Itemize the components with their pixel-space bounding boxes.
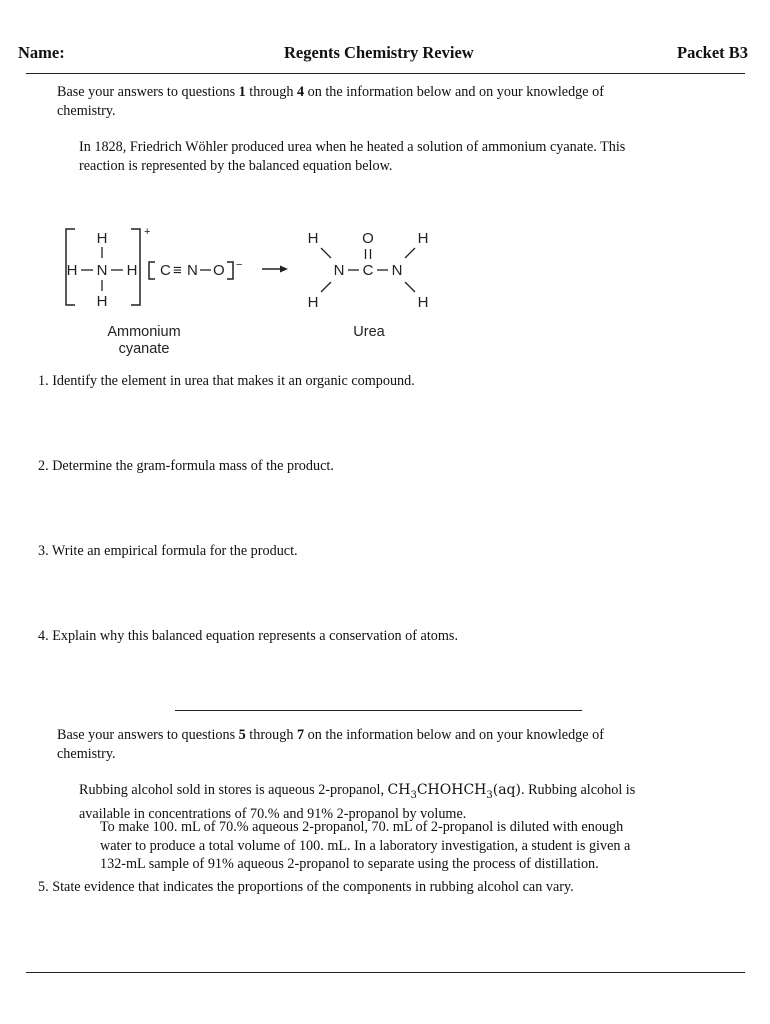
atom-h: H: [307, 230, 319, 247]
atom-h: H: [417, 230, 429, 247]
intro-text: on the information below and on your knowledge of: [304, 727, 604, 743]
atom-h: H: [66, 262, 78, 279]
atom-h: H: [417, 294, 429, 311]
atom-o: O: [213, 262, 225, 279]
intro-text: chemistry.: [57, 745, 116, 762]
formula-part: (aq): [492, 782, 521, 798]
intro-q-start: 1: [238, 84, 246, 100]
intro-text: Base your answers to questions: [57, 84, 239, 100]
passage-text: In 1828, Friedrich Wöhler produced urea when he heated a solution of ammonium cyanate. This: [79, 139, 626, 155]
section2-passage-2: [100, 818, 740, 874]
intro-q-end: 7: [296, 727, 305, 743]
atom-n: N: [96, 262, 108, 279]
cyanate-label: cyanate: [118, 341, 170, 357]
atom-h: H: [96, 293, 108, 310]
section2-intro: [57, 726, 697, 763]
passage-text: To make 100. mL of 70.% aqueous 2-propanol, 70. mL of 2-propanol is diluted with enough: [100, 819, 624, 835]
urea-label: Urea: [353, 324, 385, 340]
intro-q-start: 5: [238, 727, 246, 743]
atom-c: C: [160, 262, 171, 279]
passage-text: . Rubbing alcohol is: [520, 782, 636, 798]
question-4: 4. Explain why this balanced equation represents a conservation of atoms.: [38, 628, 458, 644]
reaction-diagram: [0, 215, 460, 365]
formula-subscript: 3: [410, 789, 417, 801]
atom-n: N: [333, 262, 345, 279]
minus-charge: −: [236, 259, 243, 271]
formula-part: CH: [387, 782, 411, 798]
intro-text: through: [245, 727, 297, 743]
footer-rule: [26, 972, 745, 973]
plus-charge: +: [144, 226, 151, 238]
header-rule: [26, 73, 745, 74]
passage-text: 132-mL sample of 91% aqueous 2-propanol to separate using the process of distillation.: [100, 856, 599, 872]
question-3: 3. Write an empirical formula for the product.: [38, 543, 298, 559]
atom-n: N: [187, 262, 198, 279]
atom-h: H: [126, 262, 138, 279]
page-title: Regents Chemistry Review: [284, 43, 474, 62]
section-divider: [175, 710, 582, 711]
chemical-formula: [387, 782, 521, 801]
atom-h: H: [96, 230, 108, 247]
name-label: Name:: [18, 43, 65, 62]
atom-c: C: [362, 262, 374, 279]
intro-text: on the information below and on your knowledge of: [304, 84, 604, 100]
triple-bond: ≡: [173, 262, 182, 279]
atom-o: O: [362, 230, 374, 247]
passage-text: available in concentrations of 70.% and 91% 2-propanol by volume.: [79, 806, 467, 823]
intro-text: through: [245, 84, 297, 100]
section1-passage: [79, 138, 719, 175]
section1-intro: [57, 83, 697, 120]
question-1: 1. Identify the element in urea that makes it an organic compound.: [38, 373, 415, 389]
ammonium-label: Ammonium: [107, 324, 181, 340]
formula-part: CHOHCH: [416, 782, 487, 798]
passage-text: water to produce a total volume of 100. mL. In a laboratory investigation, a student is given a: [100, 837, 631, 854]
reaction-arrow-head: [280, 266, 288, 273]
packet-label: Packet B3: [677, 43, 749, 62]
intro-text: Base your answers to questions: [57, 727, 239, 743]
atom-h: H: [307, 294, 319, 311]
intro-q-end: 4: [296, 84, 305, 100]
question-5: 5. State evidence that indicates the proportions of the components in rubbing alcohol can vary.: [38, 879, 574, 895]
formula-subscript: 3: [486, 789, 493, 801]
intro-text: chemistry.: [57, 102, 116, 119]
passage-text: Rubbing alcohol sold in stores is aqueous 2-propanol,: [79, 782, 388, 798]
question-2: 2. Determine the gram-formula mass of the product.: [38, 458, 334, 474]
atom-n: N: [391, 262, 403, 279]
passage-text: reaction is represented by the balanced equation below.: [79, 157, 393, 174]
